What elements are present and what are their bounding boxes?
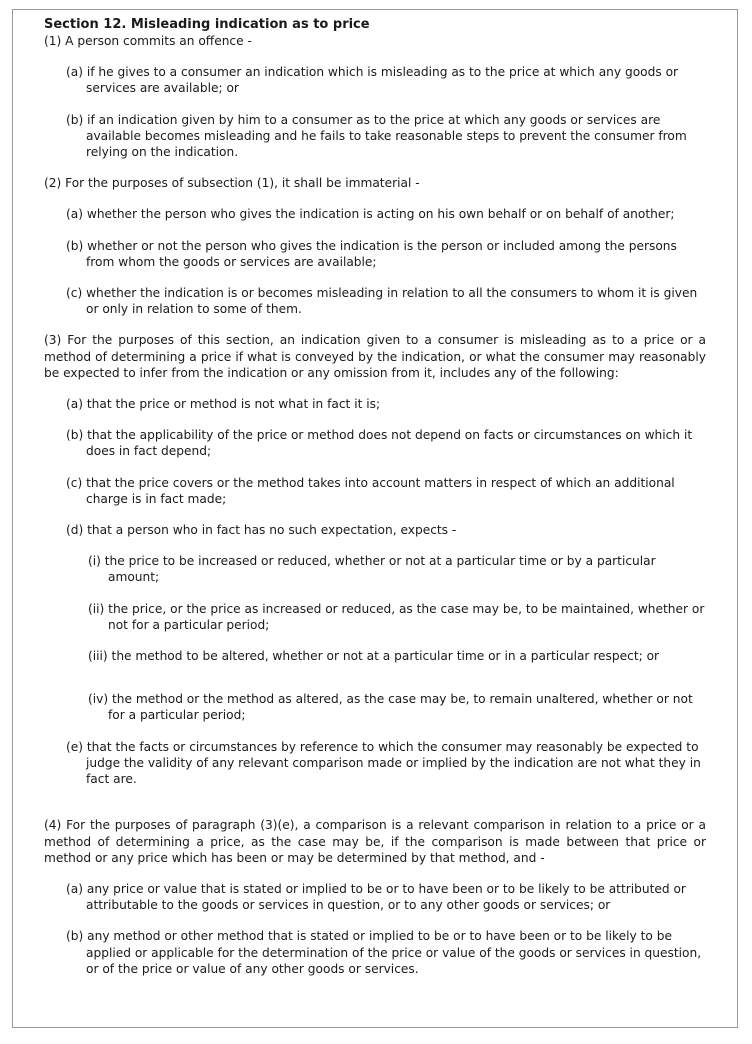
s3-item-b — [44, 427, 706, 459]
s3-item-c — [44, 475, 706, 507]
s2-item-c — [44, 285, 706, 317]
s4-item-a — [44, 881, 706, 913]
item-text: that the applicability of the price or method does not depend on facts or circumstances on which it does in fact depend; — [86, 428, 693, 459]
s3-item-d — [44, 522, 706, 538]
s2-item-a — [44, 206, 706, 222]
item-text: the price, or the price as increased or reduced, as the case may be, to be maintained, whether or not for a particular period; — [108, 601, 705, 632]
subsection-1-intro: (1) A person commits an offence - — [44, 34, 252, 48]
item-label: (i) — [88, 554, 101, 569]
s3-item-e — [44, 739, 706, 788]
item-text: any price or value that is stated or implied to be or to have been or to be likely to be attributed or attributable to the goods or services in question, or to any other goods or services; or — [86, 881, 686, 913]
item-label: (a) — [66, 65, 83, 80]
item-text: that the price covers or the method takes into account matters in respect of which an additional charge is in fact made; — [86, 475, 675, 506]
item-label: (b) — [66, 112, 84, 127]
item-text: that a person who in fact has no such expectation, expects - — [87, 523, 457, 538]
item-label: (b) — [66, 428, 84, 443]
document-body — [44, 16, 706, 977]
item-label: (a) — [66, 207, 83, 222]
subsection-2-intro: (2) For the purposes of subsection (1), it shall be immaterial - — [44, 176, 420, 191]
item-label: (a) — [66, 881, 83, 896]
item-text: the price to be increased or reduced, whether or not at a particular time or by a particular amount; — [104, 554, 656, 585]
subsection-4-intro: (4) For the purposes of paragraph (3)(e), a comparison is a relevant comparison in relation to a price or a method of determining a price, as the case may be, if the comparison is made between that price or method or any price which has been or may be determined by that method, and - — [44, 818, 706, 865]
item-text: the method or the method as altered, as the case may be, to remain unaltered, whether or not for a particular period; — [108, 692, 693, 723]
s3-subitem-i — [44, 553, 706, 585]
item-text: whether the indication is or becomes misleading in relation to all the consumers to whom it is given or only in relation to some of them. — [86, 286, 698, 317]
item-label: (b) — [66, 929, 84, 944]
s3-subitem-iii — [44, 648, 706, 664]
item-label: (c) — [66, 475, 83, 490]
item-label: (c) — [66, 286, 83, 301]
item-text: any method or other method that is stated or implied to be or to have been or to be likely to be applied or applicable for the determination of the price or value of the goods or services in question, or of the price or value of any other goods or services. — [86, 929, 702, 976]
item-label: (iv) — [88, 692, 109, 707]
item-label: (b) — [66, 238, 84, 253]
item-text: whether the person who gives the indication is acting on his own behalf or on behalf of another; — [86, 207, 675, 222]
item-text: that the facts or circumstances by reference to which the consumer may reasonably be expected to judge the validity of any relevant comparison made or implied by the indication are not what they in fact are. — [86, 739, 701, 787]
item-text: the method to be altered, whether or not at a particular time or in a particular respect; or — [111, 649, 660, 664]
item-text: if an indication given by him to a consumer as to the price at which any goods or services are available becomes misleading and he fails to take reasonable steps to prevent the consumer from relying on the indication. — [86, 112, 687, 160]
item-text: if he gives to a consumer an indication which is misleading as to the price at which any goods or services are available; or — [86, 65, 679, 96]
s3-subitem-iv — [44, 691, 706, 723]
s4-item-b — [44, 928, 706, 977]
item-label: (a) — [66, 397, 83, 412]
section-title: Section 12. Misleading indication as to price — [44, 17, 370, 32]
item-label: (ii) — [88, 601, 105, 616]
item-label: (e) — [66, 739, 84, 754]
item-label: (iii) — [88, 649, 108, 664]
s1-item-a — [44, 64, 706, 96]
s2-item-b — [44, 238, 706, 270]
s1-item-b — [44, 112, 706, 161]
item-label: (d) — [66, 523, 84, 538]
item-text: whether or not the person who gives the indication is the person or included among the persons from whom the goods or services are available; — [86, 238, 677, 269]
s3-subitem-ii — [44, 601, 706, 633]
s3-item-a — [44, 396, 706, 412]
item-text: that the price or method is not what in fact it is; — [86, 397, 381, 412]
subsection-3-intro: (3) For the purposes of this section, an indication given to a consumer is misleading as to a price or a method of determining a price if what is conveyed by the indication, or what the consumer may reasonably be expected to infer from the indication or any omission from it, includes any of the following: — [44, 333, 706, 380]
